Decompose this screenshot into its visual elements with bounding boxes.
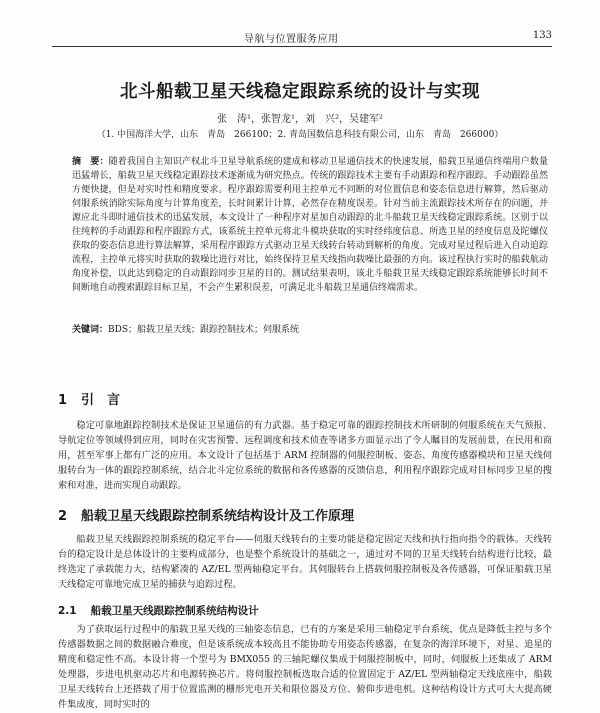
abstract bbox=[72, 155, 548, 295]
section-2-title: 船载卫星天线跟踪控制系统结构设计及工作原理 bbox=[81, 509, 355, 524]
running-title: 导航与位置服务应用 bbox=[244, 34, 339, 45]
paper-title: 北斗船载卫星天线稳定跟踪系统的设计与实现 bbox=[120, 82, 480, 102]
author-list: 张 涛¹，张智龙¹，刘 兴²，吴建军² bbox=[216, 114, 384, 125]
affiliation: （1. 中国海洋大学，山东 青岛 266100；2. 青岛国数信息科技有限公司，山东 青岛 266000） bbox=[96, 130, 504, 140]
header-rule bbox=[52, 46, 552, 47]
section-1-title: 引 言 bbox=[81, 393, 121, 408]
section-1-paragraph: 稳定可靠地跟踪控制技术是保证卫星通信的有力武器。基于稳定可靠的跟踪控制技术所研制的伺服系统在天气预报、导航定位等领域得到应用，同时在灾害预警、远程调度和技术侦查等诸多方面显示出了令人瞩目的发展前景，在民用和商用，甚至军事上都有广泛的应用。本文设计了包括基于 ARM 控制器的伺服控制板、姿态、角度传感器模块和卫星天线伺服转台为一体的跟踪控制系统，结合北斗定位系统的数据和各传感器的反馈信息，利用程序跟踪完成对目标同步卫星的搜索和对准，进而实现自动跟踪。 bbox=[58, 420, 552, 491]
page-number: 133 bbox=[532, 30, 552, 41]
section-1-heading bbox=[58, 389, 120, 408]
section-1-number: 1 bbox=[58, 393, 68, 408]
running-header bbox=[52, 30, 552, 44]
section-2-heading bbox=[58, 505, 354, 524]
section-2-1-title: 船载卫星天线跟踪控制系统结构设计 bbox=[90, 605, 259, 617]
section-2-1-heading bbox=[58, 603, 259, 618]
keywords-label: 关键词： bbox=[72, 325, 109, 335]
abstract-label: 摘 要： bbox=[72, 157, 109, 167]
section-2-number: 2 bbox=[58, 509, 68, 524]
section-2-1-paragraph: 为了获取运行过程中的船载卫星天线的三轴姿态信息，已有的方案是采用三轴稳定平台系统，优点是降低主控与多个传感器数据之间的数据融合难度，但是该系统成本较高且不能协助专用姿态传感器，在复杂的海洋环境下，对星、追星的精度和稳定性不高。本设计将一个型号为 BMX055 的三轴陀螺仪集成于伺服控制板中，同时，伺服板上还集成了 ARM 处理器，步进电机驱动芯片和电源转换芯片。将伺服控制板选取合适的位置固定于 AZ/EL 型两轴稳定天线底座中，船载卫星天线转台上还搭载了用于位置监测的栅形光电开关和限位器及方位、俯仰步进电机。这种结构设计方式可大大提高硬件集成度，同时实时的 bbox=[58, 624, 552, 710]
keywords-text: BDS；船载卫星天线；跟踪控制技术；伺服系统 bbox=[108, 325, 300, 335]
section-2-paragraph: 船载卫星天线跟踪控制系统的稳定平台——伺服天线转台的主要功能是稳定固定天线和执行指向指令的载体。天线转台的稳定设计是总体设计的主要构成部分，也是整个系统设计的基础之一，通过对不同的卫星天线转台结构进行比较，最终选定了承载能力大，结构紧凑的 AZ/EL 型两轴稳定平台。其伺服转台上搭载伺服控制板及各传感器，可保证船载卫星天线稳定可靠地完成卫星的捕获与追踪过程。 bbox=[58, 534, 552, 590]
section-2-1-number: 2.1 bbox=[58, 605, 77, 617]
keywords bbox=[72, 322, 548, 335]
abstract-text: 随着我国自主知识产权北斗卫星导航系统的建成和移动卫星通信技术的快速发展，船载卫星通信终端用户数量迅猛增长，船载卫星天线稳定跟踪技术逐渐成为研究热点。传统的跟踪技术主要有手动跟踪和程序跟踪。手动跟踪虽然方便快捷，但是对实时性和精度要求。程序跟踪需要利用主控单元不同断的对位置信息和姿态信息进行解算，然后驱动伺服系统消除实际角度与计算角度差，长时间累计计算，必然存在精度误差。针对当前主流跟踪技术所存在的问题，并源应北斗即时通信技术的迅猛发展，本文设计了一种程序对星加自动跟踪的北斗船载卫星天线稳定跟踪系统。区别于以往纯粹的手动跟踪和程序跟踪方式，该系统主控单元将北斗模块获取的实时经纬度信息、所选卫星的经度信息及陀螺仪获取的姿态信息进行算法解算，采用程序跟踪方式驱动卫星天线转台转动到解析的角度。完成对星过程后进入自动追踪流程，主控单元将实时获取的载噪比进行对比，始终保持卫星天线指向载噪比最强的方向。该过程执行实时的船载航动角度补偿，以此达到稳定的自动跟踪同步卫星的目的。测试结果表明，该北斗船载卫星天线稳定跟踪系统能够长时间不间断地自动搜索跟踪目标卫星，不会产生累积误差，可满足北斗船载卫星通信终端需求。 bbox=[72, 157, 548, 293]
